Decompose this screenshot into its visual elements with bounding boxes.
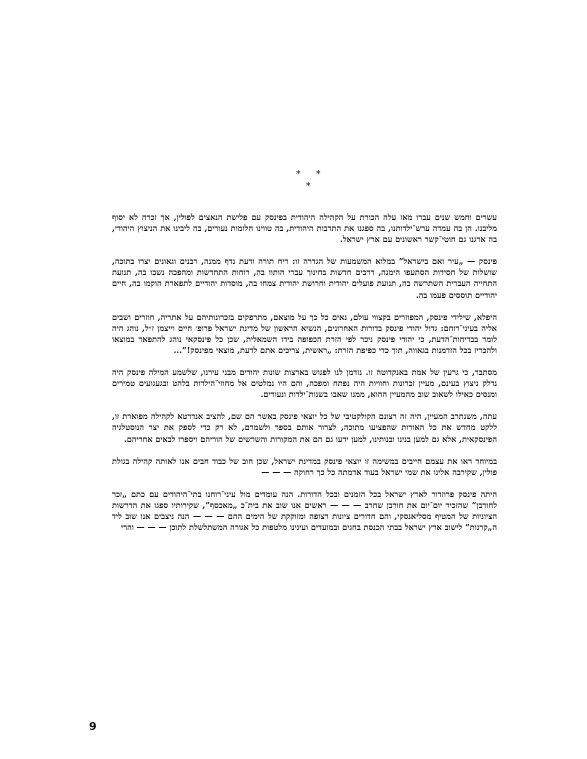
page-number: 9 <box>89 720 97 733</box>
paragraph-4: מסתבר, כי גרעין של אמת באנקדוטה זו. נזדמן לנו לפגוש בארצות שונות יהודים מבני עירנו, שלשמע המילה פינסק היה נדלק ניצוץ בעינם, מעיין זכרונות וחוויות היה נפתח ומפכה, והם היו נמלטים אל מחוזי־הילדות בלהט ובגעגועים טמירים ומנסים כאילו לשאוב שוב מהמעיין ההוא, ממנו שאבו בשנות־ילדות ונעורים. <box>112 367 497 400</box>
star-ornament <box>296 171 336 199</box>
paragraph-5: עתה, משנתרב המעיין, היה זה רצונם הקולקטיבי של כל יוצאי פינסק באשר הם שם, להציב אנדרטא לקהילה מפוארת זו, ללקט מחדש את כל האורות שהפציעו מתוכה, לצרור אותם בספר ולשמרם, לא רק כדי לספק את יצר הנוסטלגיה הפינסקאית, אלא גם למען בנינו ובנותינו, למען ידעו גם הם את המקורות והשרשים של הוריהם ויספרו לבאים אחריהם. <box>112 411 497 444</box>
star-icon: * <box>306 182 311 192</box>
star-icon: * <box>316 170 321 180</box>
paragraph-6: במיוחד ראו את עצמם חייבים במשימה זו יוצאי פינסק במדינת ישראל, שכן חוב של כבוד חבים אנו לאותה קהילה בגולת פולין, שקירבה אלינו את שמי ישראל בעוד אדמתה כל כך רחוקה — — — <box>112 455 497 477</box>
paragraph-1: עשרים וחמש שנים עברו מאז עלה הכורת על הקהילה היהודית בפינסק עם פלישת הנאצים לפולין, אך זכרה לא יסוף מליבנו. הן בה עמדה ערש־ילדותנו, בה ספגנו את התרבות היהודית, בה טווינו חלומות נעורים, בה ליבינו את הניצוץ היהודי, בה ארגנו גם חוטי־קשר ראשונים עם ארץ ישראל. <box>112 212 497 245</box>
body-text <box>112 212 497 533</box>
paragraph-2: פינסק — „עיר ואם בישראל” במלוא המשמעות של הגדרה זו: ריח תורה ודעת נדף ממנה, רבנים וגאונים יצרו בתוכה, שושלות של חסידות הסתעפו הימנה, דרכים חדשות בחינוך עברי הותוו בה, רוחות התחדשות ומהפכה נשבו בה, תנועת התחייה העברית השתרשה בה, תנועת פועלים יהודית וחרושת יהודית צמחו בה, מוסדות יהודיים לתפארת הוקמו בה, חיים יהודיים תוססים פעמו בה. <box>112 256 497 300</box>
paragraph-7: היתה פינסק פרוזדור לארץ ישראל בכל הזמנים ובכל הדורות. הנה עומדים מול עיני־רוחנו בתי־היהודים עם כתם „זכר לחורבן” שהזכיר יום־יום את חורבן שחרב — — — ראשים אנו שוב את בית־כ „מאכסף”, שקירותיו ספגו את הדרשות הציוניות של המטיף מסליאנסקי, והם חדורים ציונות רצופה ומזוקקת של הימים ההם — — — הנה ניצבים אנו שוב ליד ה„קרנות” לישוב ארץ ישראל בבתי הכנסת בחגים ובמועדים ועינינו מלטפות כל אגורה המשתלשלת לתוכן — — — והרי <box>112 488 497 533</box>
paragraph-3: היפלא, שילידי פינסק, המפוזרים בקצווי עולם, נאים כל כך על מוצאם, מתרפקים בזכרונותיהם על אתריה, חוזרים ושבים אליה בעיני־רוחם: גדול יהודי פינסק בדורות האחרונים, הנשיא הראשון של מדינת ישראל פרופ׳ חיים וייצמן ז״ל, נוהג היה לומר בבדיחות־הדעת, כי יהודי פינסק ניכר לפי הזרת הכפופה בידו השמאלית, שכן כל פינסקאי נוהג להתפאר במוצאו ולהכריז בכל הזדמנות בגאווה, תוך כדי כפיפת הזרת: „ראשית, צריכים אתם לדעת, מוצאי מפינסק!”... <box>112 311 497 355</box>
star-icon: * <box>296 170 301 180</box>
